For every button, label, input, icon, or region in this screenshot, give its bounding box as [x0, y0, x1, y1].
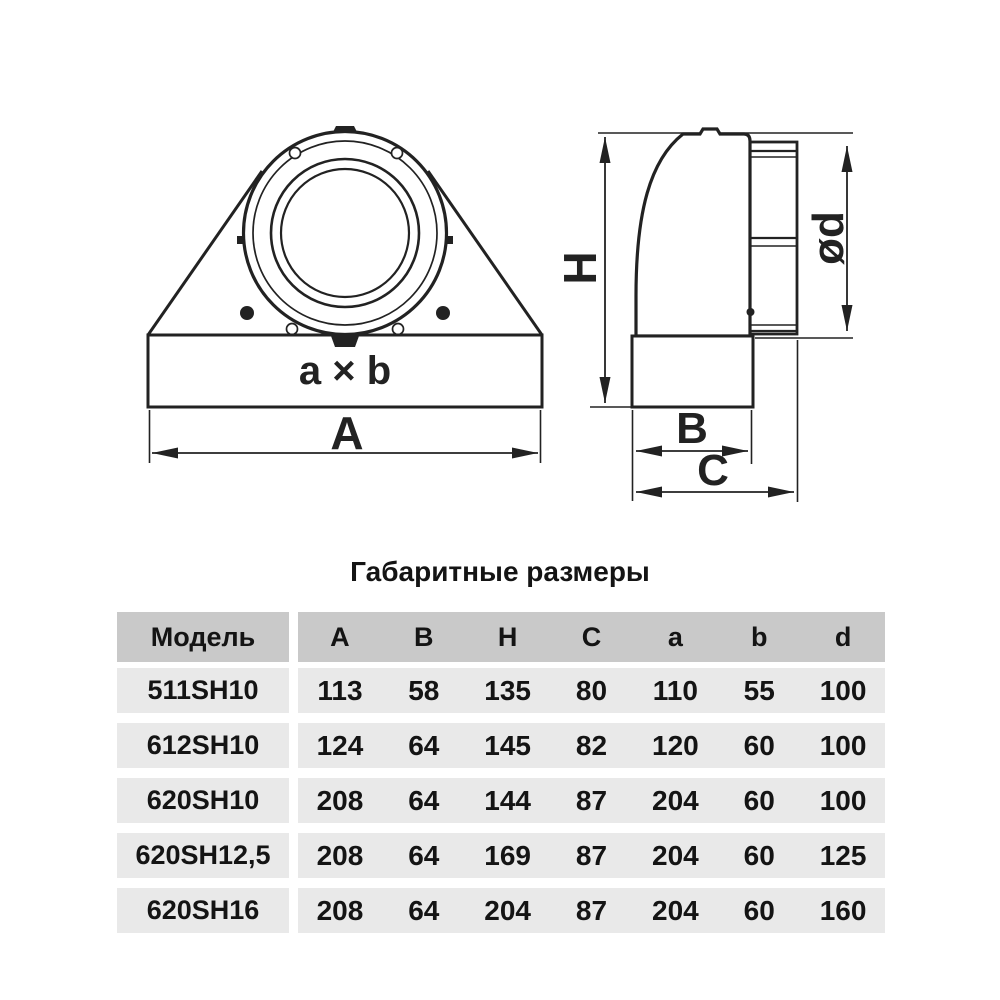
table-title: Габаритные размеры — [350, 556, 650, 587]
value-cells — [298, 833, 885, 878]
value-cell: 124 — [316, 729, 364, 761]
model-cell: 620SH16 — [117, 888, 289, 933]
value-cells — [298, 668, 885, 713]
flange-notch — [392, 148, 403, 159]
value-cell: 64 — [408, 729, 440, 761]
col-header-B: B — [414, 621, 434, 652]
value-cell: 144 — [484, 784, 531, 816]
elbow-body — [636, 129, 750, 336]
value-cell: 100 — [819, 674, 867, 706]
value-cell: 110 — [652, 674, 698, 706]
value-cell: 87 — [575, 784, 608, 816]
flange-notch — [290, 148, 301, 159]
value-cell: 145 — [484, 729, 531, 761]
value-cell: 204 — [652, 839, 699, 871]
value-cell: 64 — [408, 894, 440, 926]
col-header-d: d — [834, 621, 852, 652]
value-cell: 80 — [575, 674, 608, 706]
col-header-b: b — [750, 621, 768, 652]
value-cell: 64 — [408, 784, 440, 816]
table-row — [117, 668, 885, 713]
value-cell: 60 — [743, 839, 775, 871]
duct-size-label: a × b — [298, 349, 392, 393]
col-header-H: H — [497, 621, 518, 652]
model-header-cell: Модель — [117, 612, 289, 662]
bolt-dot — [240, 306, 254, 320]
col-header-A: A — [330, 621, 350, 652]
model-cell: 511SH10 — [117, 668, 289, 713]
dimensions-table — [117, 612, 885, 943]
model-cell: 612SH10 — [117, 723, 289, 768]
side-base-rect — [632, 336, 753, 407]
model-cell: 620SH10 — [117, 778, 289, 823]
value-cell: 100 — [819, 729, 867, 761]
value-cell: 60 — [743, 894, 775, 926]
table-row — [117, 778, 885, 823]
value-cell: 208 — [316, 894, 364, 926]
model-cell: 620SH12,5 — [117, 833, 289, 878]
dim-label-A: A — [330, 407, 364, 459]
dimensions-table-body — [117, 668, 885, 933]
value-cell: 135 — [484, 674, 531, 706]
bottom-tab — [331, 336, 359, 347]
table-row — [117, 888, 885, 933]
table-header-row — [117, 612, 885, 662]
table-row — [117, 833, 885, 878]
value-cells — [298, 888, 885, 933]
bolt-dot — [436, 306, 450, 320]
value-cell: 125 — [819, 839, 867, 871]
value-cell: 60 — [743, 729, 775, 761]
value-cell: 58 — [408, 674, 440, 706]
flange-ear — [287, 324, 298, 335]
value-cell: 208 — [316, 784, 364, 816]
value-cell: 204 — [484, 894, 531, 926]
dim-label-d: ød — [804, 211, 853, 265]
value-cell: 204 — [652, 784, 699, 816]
value-cell: 64 — [408, 839, 440, 871]
value-cell: 82 — [575, 729, 608, 761]
header-columns — [298, 612, 885, 662]
col-header-C: C — [581, 621, 602, 652]
value-cell: 60 — [743, 784, 775, 816]
value-cell: 169 — [484, 839, 531, 871]
value-cell: 208 — [316, 839, 364, 871]
pipe-clip-dot — [747, 308, 755, 316]
value-cells — [298, 778, 885, 823]
dim-label-B: B — [676, 404, 708, 453]
value-cell: 113 — [317, 674, 363, 706]
value-cell: 87 — [575, 839, 608, 871]
col-header-a: a — [667, 621, 683, 652]
value-cell: 55 — [743, 674, 775, 706]
value-cell: 120 — [652, 729, 699, 761]
table-row — [117, 723, 885, 768]
value-cell: 204 — [652, 894, 699, 926]
value-cells — [298, 723, 885, 768]
dim-label-H: H — [554, 251, 606, 285]
value-cell: 160 — [819, 894, 867, 926]
duct-outer-circle — [244, 132, 447, 335]
flange-ear — [393, 324, 404, 335]
value-cell: 100 — [819, 784, 867, 816]
value-cell: 87 — [575, 894, 608, 926]
dim-label-C: C — [697, 446, 729, 495]
